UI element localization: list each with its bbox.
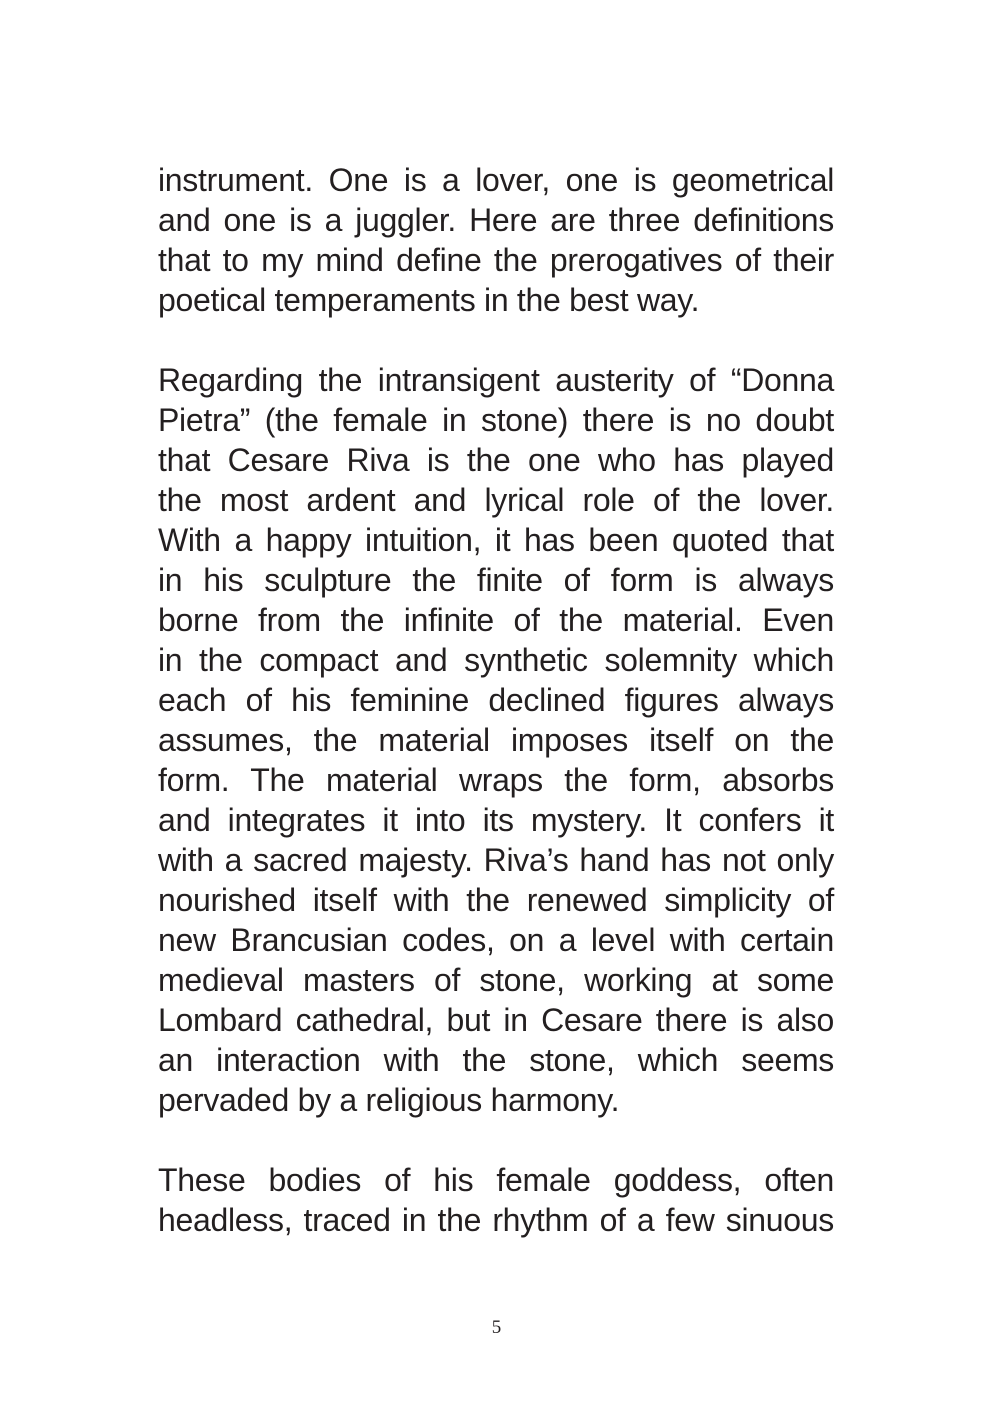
text-line: form. The material wraps the form, absorbs <box>158 762 834 798</box>
text-line: instrument. One is a lover, one is geometrical <box>158 162 834 198</box>
text-line: new Brancusian codes, on a level with certain <box>158 922 834 958</box>
text-line: With a happy intuition, it has been quoted that <box>158 522 834 558</box>
text-line: that Cesare Riva is the one who has played <box>158 442 834 478</box>
text-line: medieval masters of stone, working at some <box>158 962 834 998</box>
page-number: 5 <box>491 1317 502 1338</box>
text-line: borne from the infinite of the material. Even <box>158 602 834 638</box>
text-line: assumes, the material imposes itself on the <box>158 722 834 758</box>
text-line: the most ardent and lyrical role of the lover. <box>158 482 834 518</box>
text-line: pervaded by a religious harmony. <box>158 1082 620 1118</box>
text-line: in the compact and synthetic solemnity which <box>158 642 834 678</box>
text-line: with a sacred majesty. Riva’s hand has not only <box>158 842 834 878</box>
text-line: Lombard cathedral, but in Cesare there is also <box>158 1002 834 1038</box>
text-line: headless, traced in the rhythm of a few sinuous <box>158 1202 834 1238</box>
text-line: nourished itself with the renewed simplicity of <box>158 882 834 918</box>
text-line: and integrates it into its mystery. It confers it <box>158 802 834 838</box>
paragraph-1 <box>158 160 834 320</box>
paragraph-3 <box>158 1160 834 1240</box>
text-line: poetical temperaments in the best way. <box>158 282 700 318</box>
text-line: Pietra” (the female in stone) there is no doubt <box>158 402 834 438</box>
paragraph-2 <box>158 360 834 1120</box>
text-line: These bodies of his female goddess, often <box>158 1162 834 1198</box>
text-line: and one is a juggler. Here are three definitions <box>158 202 834 238</box>
body-text <box>158 160 834 1280</box>
text-line: Regarding the intransigent austerity of “Donna <box>158 362 834 398</box>
text-line: that to my mind define the prerogatives of their <box>158 242 834 278</box>
text-line: each of his feminine declined figures always <box>158 682 834 718</box>
text-line: in his sculpture the finite of form is always <box>158 562 834 598</box>
text-line: an interaction with the stone, which seems <box>158 1042 834 1078</box>
